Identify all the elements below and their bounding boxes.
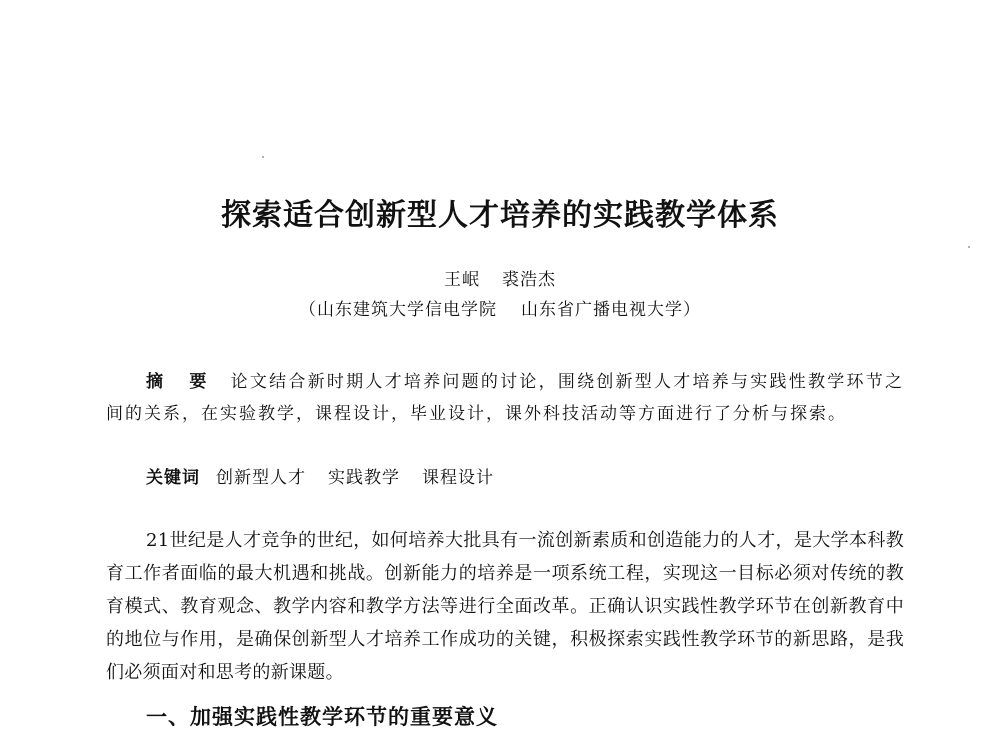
abstract xyxy=(106,366,904,430)
scan-speck xyxy=(968,246,970,248)
keyword: 创新型人才 xyxy=(216,468,306,488)
affiliation: 山东省广播电视大学） xyxy=(521,300,701,320)
abstract-label: 摘 要 xyxy=(146,372,217,392)
author-name: 裘浩杰 xyxy=(502,270,556,290)
keywords xyxy=(146,462,494,494)
author-line xyxy=(0,268,1000,292)
section-heading: 一、加强实践性教学环节的重要意义 xyxy=(146,705,498,729)
keyword: 课程设计 xyxy=(422,468,494,488)
body-paragraph: 21世纪是人才竞争的世纪，如何培养大批具有一流创新素质和创造能力的人才，是大学本科教育工作者面临的最大机遇和挑战。创新能力的培养是一项系统工程，实现这一目标必须对传统的教育模式、教育观念、教学内容和教学方法等进行全面改革。正确认识实践性教学环节在创新教育中的地位与作用，是确保创新型人才培养工作成功的关键，积极探索实践性教学环节的新思路，是我们必须面对和思考的新课题。 xyxy=(106,530,904,683)
keywords-label: 关键词 xyxy=(146,468,200,488)
affiliation: （山东建筑大学信电学院 xyxy=(299,300,497,320)
keyword: 实践教学 xyxy=(328,468,400,488)
author-name: 王岷 xyxy=(444,270,480,290)
affiliation-line xyxy=(0,298,1000,322)
abstract-text: 论文结合新时期人才培养问题的讨论，围绕创新型人才培养与实践性教学环节之间的关系，在实验教学，课程设计，毕业设计，课外科技活动等方面进行了分析与探索。 xyxy=(106,372,904,424)
paper-title: 探索适合创新型人才培养的实践教学体系 xyxy=(221,198,779,233)
scan-speck xyxy=(262,156,264,158)
